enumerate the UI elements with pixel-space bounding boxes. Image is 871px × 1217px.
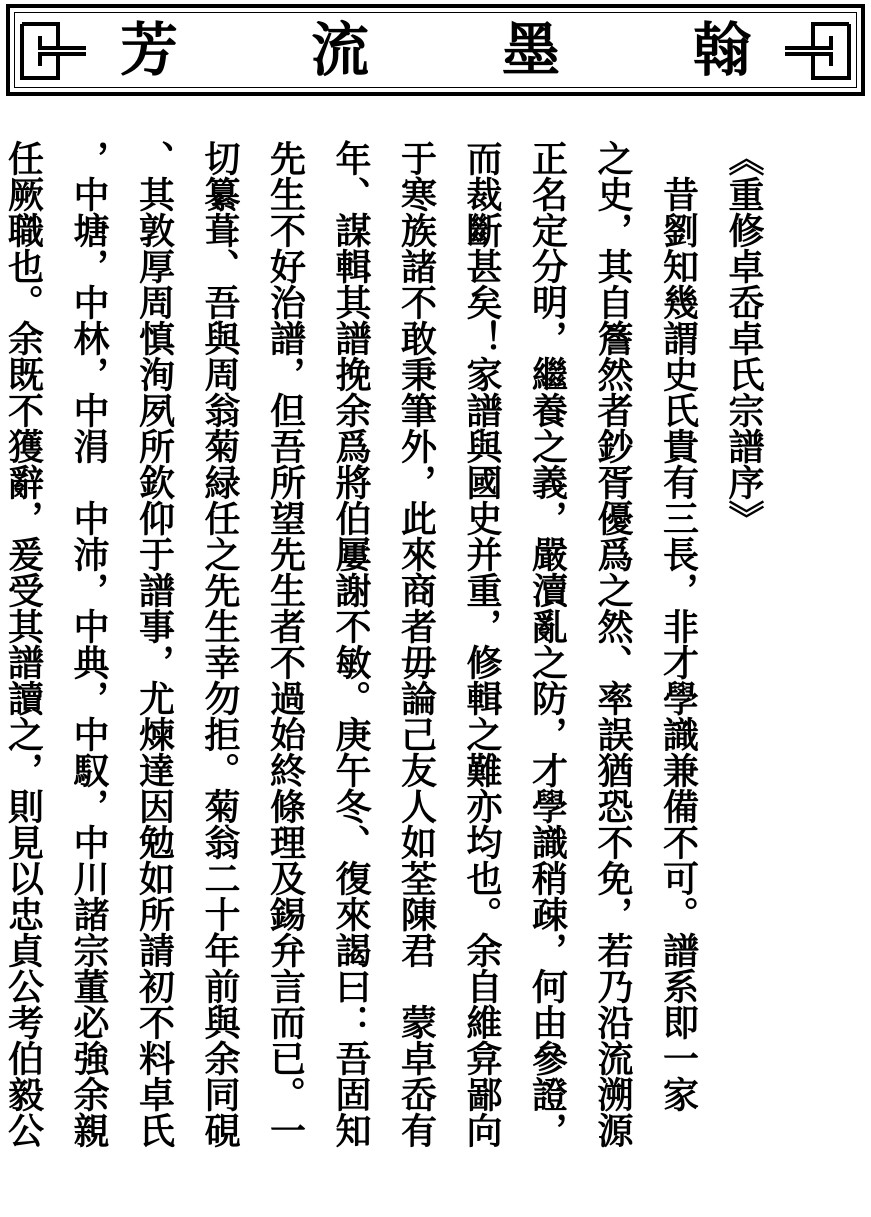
banner-char-4: 翰 [692, 16, 751, 84]
fretwork-ornament-right-icon [781, 20, 853, 82]
text-column-4: 而裁斷甚矣！家譜與國史并重，修輯之難亦均也。余自維弇鄙向 [461, 140, 503, 1148]
banner-char-2: 流 [310, 16, 369, 84]
banner-char-1: 芳 [120, 16, 179, 84]
fretwork-ornament-left-icon [18, 20, 90, 82]
article-body [2, 140, 776, 1200]
article-title: 《重修卓岙卓氏宗譜序》 [723, 140, 765, 536]
banner-title [102, 8, 769, 92]
text-column-6: 年、謀輯其譜挽余爲將伯屢謝不敏。庚午冬、復來謁曰：吾固知 [330, 140, 372, 1148]
text-column-5: 于寒族諸不敢秉筆外，此來商者毋論己友人如荃陳君 蒙卓岙有 [395, 140, 438, 1148]
text-column-11: 任厥職也。余既不獲辭，爰受其譜讀之，則見以忠貞公考伯毅公 [2, 140, 45, 1148]
banner-char-3: 墨 [501, 16, 560, 84]
header-banner [6, 4, 865, 96]
text-column-3: 正名定分明，繼養之義，嚴瀆亂之防，才學識稍疎，何由參證， [526, 140, 569, 1148]
text-column-10: ，中塘，中林，中涓 中沛，中典，中馭，中川諸宗董必強余親 [68, 140, 110, 1148]
text-column-8: 切纂葺、吾與周翁菊緑任之先生幸勿拒。菊翁二十年前與余同硯 [199, 140, 241, 1148]
text-column-7: 先生不好治譜，但吾所望先生者不過始終條理及錫弁言而已。一 [264, 140, 307, 1148]
text-column-9: 、其敦厚周慎洵夙所欽仰于譜事，尤煉達因勉如所請初不料卓氏 [133, 140, 176, 1148]
text-column-2: 之史，其自簷然者鈔胥優爲之然、率誤猶恐不免，若乃沿流溯源 [592, 140, 634, 1148]
text-column-1: 昔劉知幾謂史氏貴有三長，非才學識兼備不可。譜系即一家 [657, 176, 700, 1112]
